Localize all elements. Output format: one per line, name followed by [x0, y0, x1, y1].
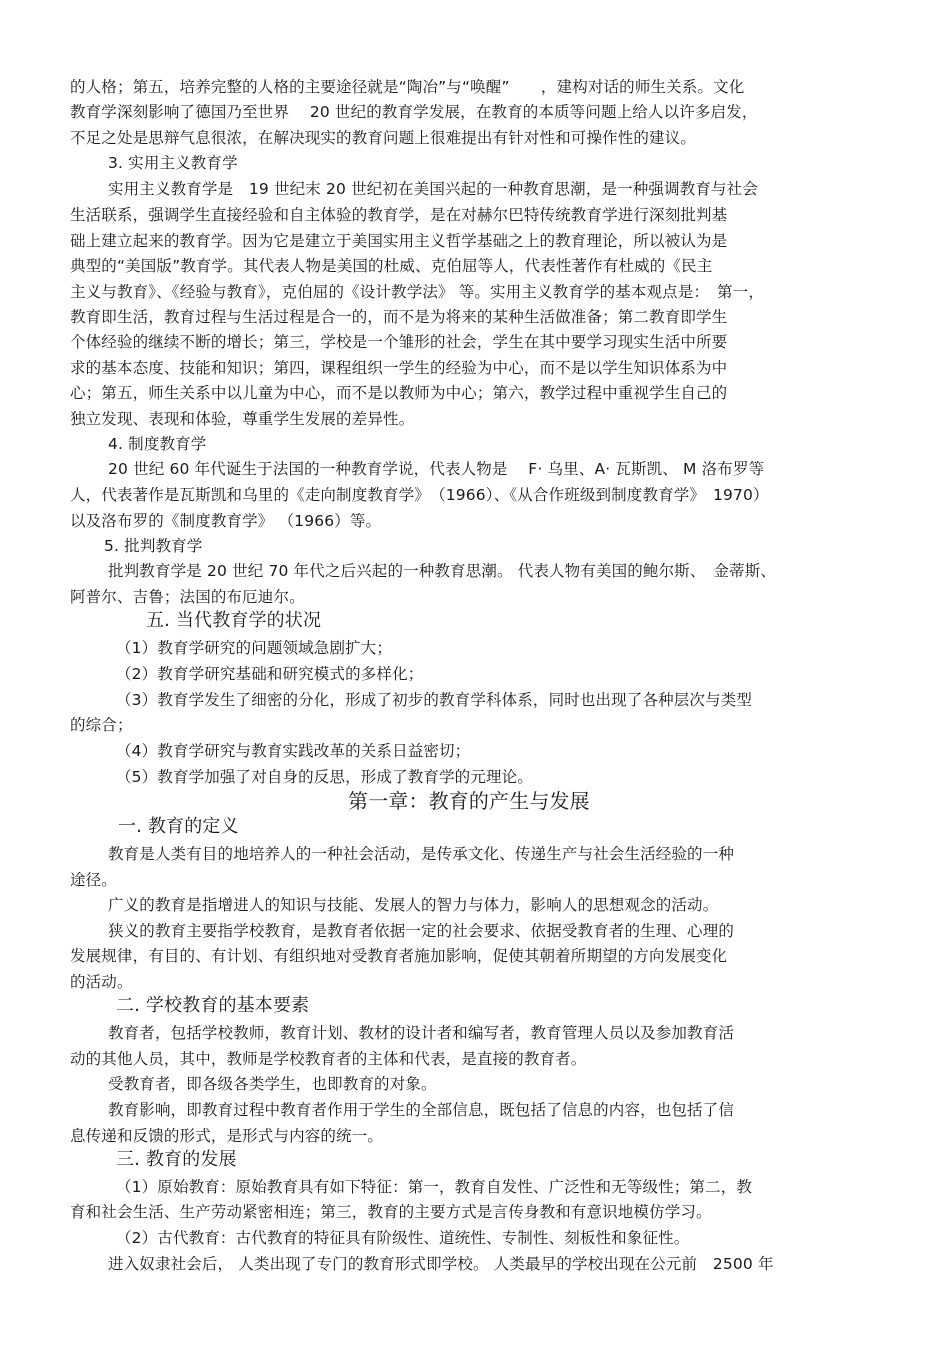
list-item: （5）教育学加强了对自身的反思，形成了教育学的元理论。 [116, 768, 533, 786]
subsection-heading: 3. 实用主义教育学 [108, 154, 238, 172]
text-line: 途径。 [70, 871, 117, 889]
text-line: 个体经验的继续不断的增长；第三，学校是一个雏形的社会，学生在其中要学习现实生活中所要 [70, 333, 728, 351]
text-line: 进入奴隶社会后， 人类出现了专门的教育形式即学校。 人类最早的学校出现在公元前 2500 年 [108, 1255, 774, 1273]
text-line: 以及洛布罗的《制度教育学》 （1966）等。 [70, 512, 382, 530]
text-line: 典型的“美国版”教育学。其代表人物是美国的杜威、克伯屈等人，代表性著作有杜威的《民主 [70, 257, 713, 275]
list-item: （1）教育学研究的问题领域急剧扩大； [116, 639, 393, 657]
section-heading: 五. 当代教育学的状况 [146, 610, 322, 631]
text-line: 求的基本态度、技能和知识；第四，课程组织一学生的经验为中心，而不是以学生知识体系为中 [70, 359, 728, 377]
text-line: 独立发现、表现和体验，尊重学生发展的差异性。 [70, 410, 415, 428]
text-line: 批判教育学是 20 世纪 70 年代之后兴起的一种教育思潮。 代表人物有美国的鲍尔斯、 金蒂斯、 [108, 562, 777, 580]
text-line: 广义的教育是指增进人的知识与技能、发展人的智力与体力，影响人的思想观念的活动。 [108, 896, 719, 914]
text-line: （1）原始教育：原始教育具有如下特征：第一，教育自发性、广泛性和无等级性；第二，教 [116, 1178, 753, 1196]
text-line: 的活动。 [70, 973, 133, 991]
section-heading: 三. 教育的发展 [116, 1149, 237, 1170]
subsection-heading: 4. 制度教育学 [108, 435, 207, 453]
section-heading: 二. 学校教育的基本要素 [116, 995, 310, 1016]
text-line: 发展规律，有目的、有计划、有组织地对受教育者施加影响，促使其朝着所期望的方向发展变化 [70, 947, 728, 965]
text-line: 生活联系，强调学生直接经验和自主体验的教育学，是在对赫尔巴特传统教育学进行深刻批判基 [70, 206, 728, 224]
text-line: 受教育者，即各级各类学生，也即教育的对象。 [108, 1075, 437, 1093]
text-line: 心；第五，师生关系中以儿童为中心，而不是以教师为中心；第六，教学过程中重视学生自己的 [70, 384, 728, 402]
text-line: 人，代表著作是瓦斯凯和乌里的《走向制度教育学》 （1966）、《从合作班级到制度教育学》 1970） [70, 486, 769, 504]
chapter-title: 第一章：教育的产生与发展 [348, 789, 590, 813]
text-line: 实用主义教育学是 19 世纪末 20 世纪初在美国兴起的一种教育思潮，是一种强调教育与社会 [108, 180, 758, 198]
text-line: 教育学深刻影响了德国乃至世界 20 世纪的教育学发展，在教育的本质等问题上给人以许多启发， [70, 103, 758, 121]
text-line: 的综合； [70, 716, 133, 734]
text-line: 动的其他人员，其中，教师是学校教育者的主体和代表，是直接的教育者。 [70, 1050, 587, 1068]
list-item: （2）教育学研究基础和研究模式的多样化； [116, 665, 424, 683]
section-heading: 一. 教育的定义 [118, 816, 239, 837]
text-line: 不足之处是思辩气息很浓，在解决现实的教育问题上很难提出有针对性和可操作性的建议。 [70, 129, 697, 147]
text-line: 息传递和反馈的形式，是形式与内容的统一。 [70, 1127, 384, 1145]
text-line: 教育是人类有目的地培养人的一种社会活动，是传承文化、传递生产与社会生活经验的一种 [108, 845, 735, 863]
text-line: 狭义的教育主要指学校教育，是教育者依据一定的社会要求、依据受教育者的生理、心理的 [108, 922, 735, 940]
text-line: 的人格；第五，培养完整的人格的主要途径就是“陶冶”与“唤醒” ，建构对话的师生关系。文化 [70, 78, 745, 96]
text-line: （2）古代教育：古代教育的特征具有阶级性、道统性、专制性、刻板性和象征性。 [116, 1229, 690, 1247]
text-line: 育和社会生活、生产劳动紧密相连；第三，教育的主要方式是言传身教和有意识地模仿学习。 [70, 1203, 712, 1221]
list-item: （3）教育学发生了细密的分化，形成了初步的教育学科体系，同时也出现了各种层次与类型 [116, 691, 753, 709]
text-line: 教育者，包括学校教师，教育计划、教材的设计者和编写者，教育管理人员以及参加教育活 [108, 1024, 735, 1042]
subsection-heading: 5. 批判教育学 [104, 537, 203, 555]
text-line: 主义与教育》、《经验与教育》，克伯屈的《设计教学法》 等。实用主义教育学的基本观点是： 第一， [70, 283, 764, 301]
text-line: 20 世纪 60 年代诞生于法国的一种教育学说，代表人物是 F· 乌里、A· 瓦斯凯、 M 洛布罗等 [108, 460, 765, 478]
text-line: 础上建立起来的教育学。因为它是建立于美国实用主义哲学基础之上的教育理论，所以被认为是 [70, 232, 728, 250]
text-line: 阿普尔、吉鲁；法国的布厄迪尔。 [70, 588, 305, 606]
text-line: 教育影响，即教育过程中教育者作用于学生的全部信息，既包括了信息的内容，也包括了信 [108, 1101, 735, 1119]
list-item: （4）教育学研究与教育实践改革的关系日益密切； [116, 742, 471, 760]
text-line: 教育即生活，教育过程与生活过程是合一的，而不是为将来的某种生活做准备；第二教育即学生 [70, 308, 728, 326]
